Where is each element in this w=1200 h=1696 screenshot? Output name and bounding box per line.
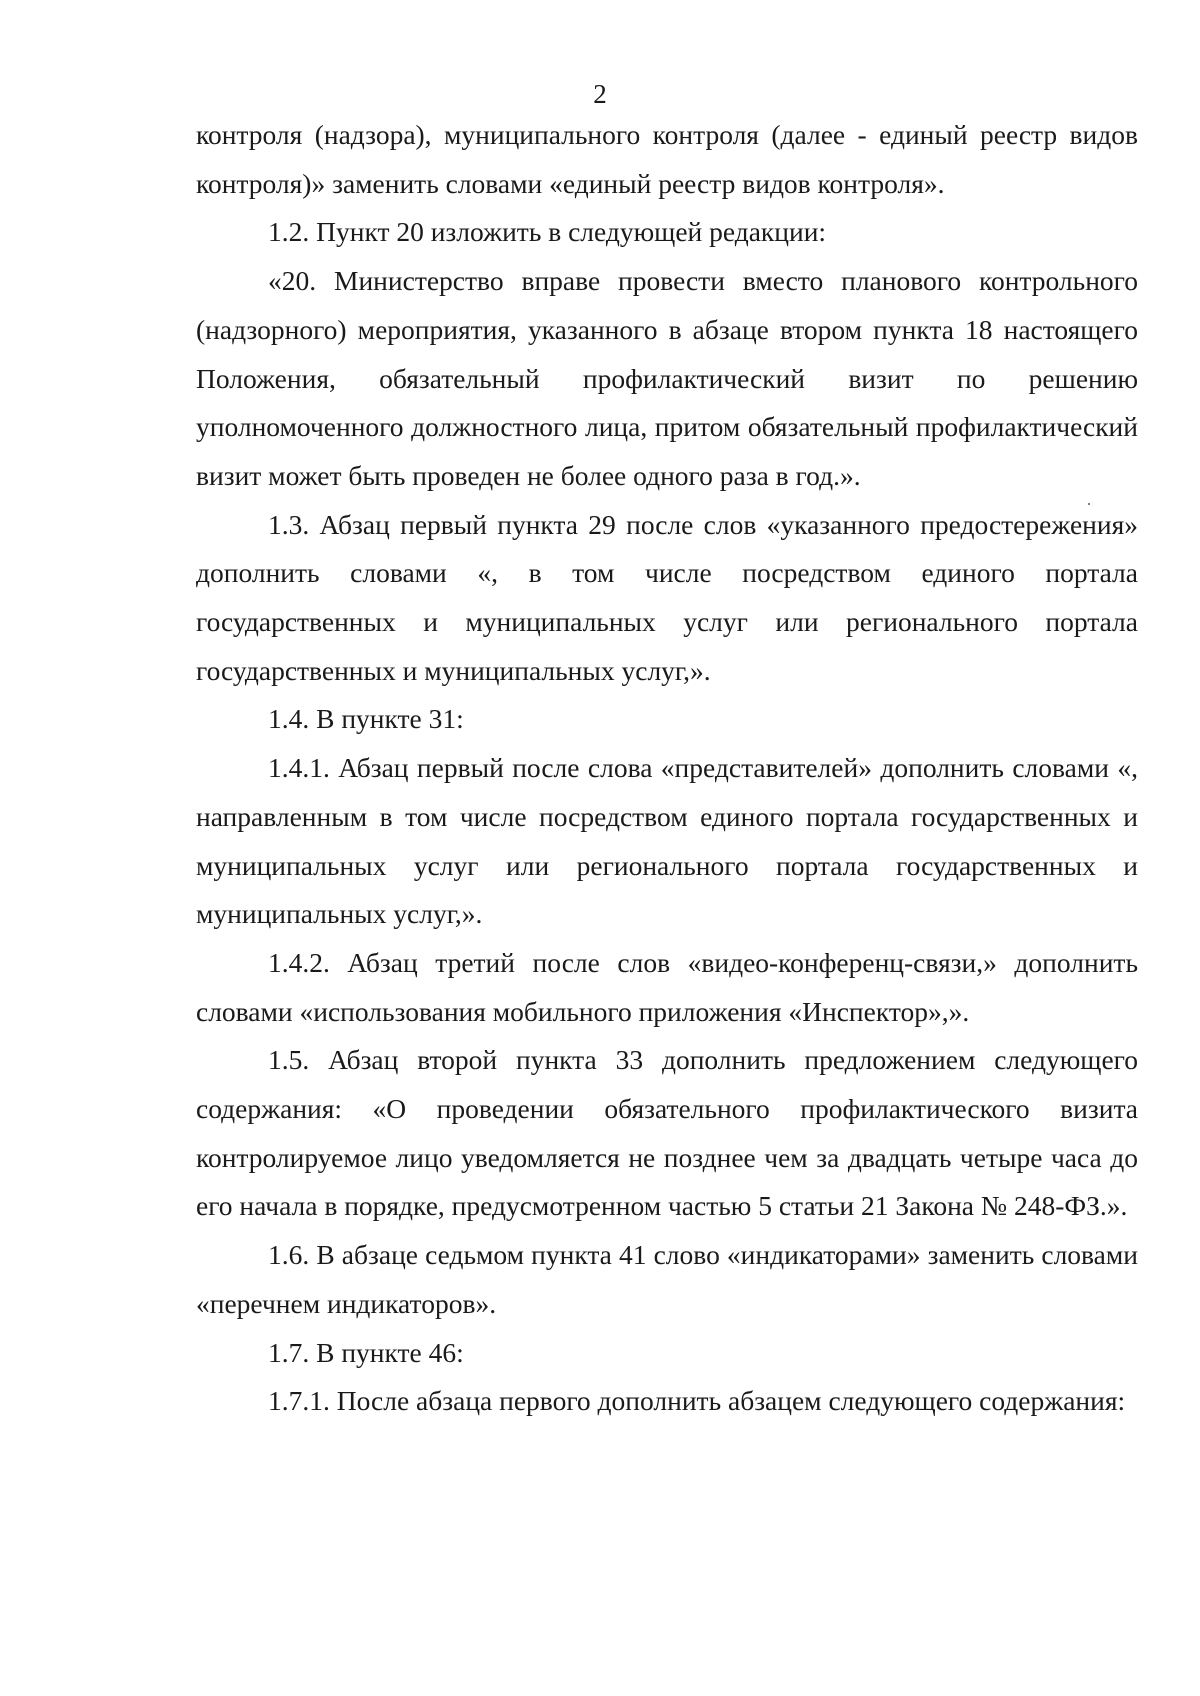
paragraph-continuation: контроля (надзора), муниципального контроля (далее - единый реестр видов контроля)» заменить словами «единый реестр видов контроля». bbox=[196, 119, 1138, 199]
paragraph-1-7-1: 1.7.1. После абзаца первого дополнить абзацем следующего содержания: bbox=[268, 1385, 1126, 1417]
paragraph-1-3: 1.3. Абзац первый пункта 29 после слов «указанного предостережения» дополнить словами «, в том числе посредством единого портала государственных и муниципальных услуг или регионального портала государственных и муниципальных услуг,». bbox=[196, 508, 1138, 686]
paragraph-item-20: «20. Министерство вправе провести вместо планового контрольного (надзорного) мероприятия, указанного в абзаце втором пункта 18 настоящего Положения, обязательный профилактический визит по решению уполномоченного должностного лица, притом обязательный профилактический визит может быть проведен не более одного раза в год.». bbox=[196, 265, 1138, 491]
paragraph-1-2: 1.2. Пункт 20 изложить в следующей редакции: bbox=[268, 216, 827, 248]
paragraph-1-4: 1.4. В пункте 31: bbox=[268, 703, 464, 735]
paragraph-1-4-2: 1.4.2. Абзац третий после слов «видео-конференц-связи,» дополнить словами «использования мобильного приложения «Инспектор»,». bbox=[196, 946, 1138, 1027]
paragraph-1-4-1: 1.4.1. Абзац первый после слова «представителей» дополнить словами «, направленным в том числе посредством единого портала государственных и муниципальных услуг или регионального портала государственных и муниципальных услуг,». bbox=[196, 752, 1138, 930]
paragraph-1-7: 1.7. В пункте 46: bbox=[268, 1336, 464, 1368]
paragraph-1-5: 1.5. Абзац второй пункта 33 дополнить предложением следующего содержания: «О проведении обязательного профилактического визита контролируемое лицо уведомляется не позднее чем за двадцать четыре часа до его начала в порядке, предусмотренном частью 5 статьи 21 Закона № 248-ФЗ.». bbox=[196, 1044, 1138, 1222]
document-body bbox=[196, 111, 1138, 1426]
page-number: 2 bbox=[593, 79, 607, 109]
scan-speck bbox=[1088, 503, 1090, 505]
paragraph-1-6: 1.6. В абзаце седьмом пункта 41 слово «индикаторами» заменить словами «перечнем индикаторов». bbox=[196, 1239, 1138, 1319]
